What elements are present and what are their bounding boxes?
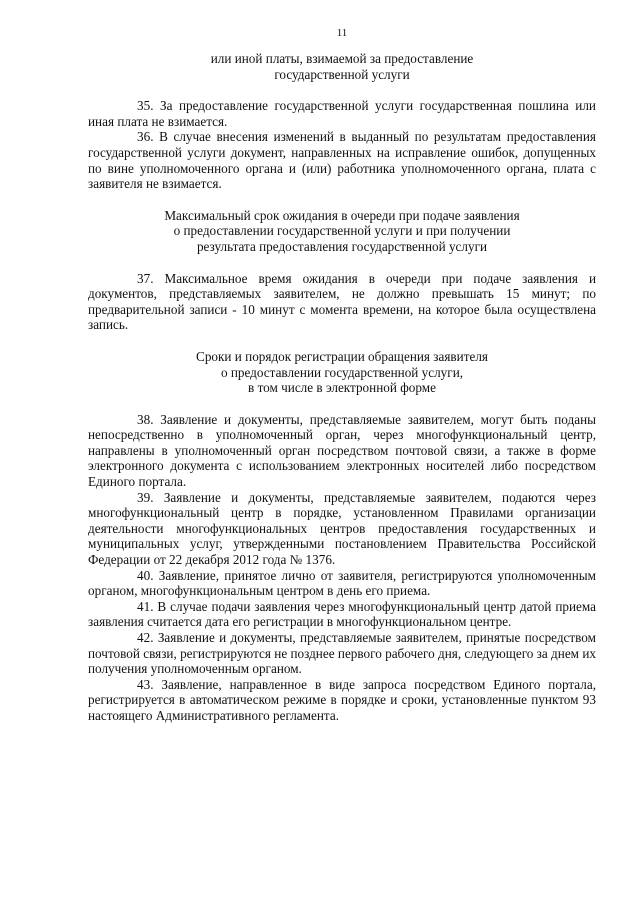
page-number: 11 xyxy=(336,27,348,39)
paragraph-43: 43. Заявление, направленное в виде запроса посредством Единого портала, регистрируется в автоматическом режиме в порядке и сроки, установленные пунктом 93 настоящего Административного регламента. xyxy=(88,676,596,723)
heading-line: о предоставлении государственной услуги, xyxy=(220,364,464,380)
heading-line: Сроки и порядок регистрации обращения заявителя xyxy=(196,348,488,364)
heading-line: Максимальный срок ожидания в очереди при подаче заявления xyxy=(164,207,520,223)
heading-line: результата предоставления государственной услуги xyxy=(196,238,488,254)
paragraph-41: 41. В случае подачи заявления через многофункциональный центр датой приема заявления считается дата его регистрации в многофункциональном центре. xyxy=(88,598,596,630)
heading-line: государственной услуги xyxy=(274,66,410,82)
paragraph-38: 38. Заявление и документы, представляемые заявителем, могут быть поданы непосредственно в уполномоченный орган, через многофункциональный центр, направлены в уполномоченный орган посредством почтовой связи, а также в форме электронного документа с использованием электронных носителей либо посредством Единого портала. xyxy=(88,411,596,490)
paragraph-40: 40. Заявление, принятое лично от заявителя, регистрируются уполномоченным органом, многофункциональным центром в день его приема. xyxy=(88,567,596,599)
paragraph-37: 37. Максимальное время ожидания в очереди при подаче заявления и документов, представляемых заявителем, не должно превышать 15 минут; по предварительной записи - 10 минут с момента времени, на которое была осуществлена запись. xyxy=(88,270,596,333)
paragraph-42: 42. Заявление и документы, представляемые заявителем, принятые посредством почтовой связи, регистрируются не позднее первого рабочего дня, следующего за днем их получения уполномоченным органом. xyxy=(88,630,596,677)
heading-line: или иной платы, взимаемой за предоставление xyxy=(210,51,474,66)
heading-line: о предоставлении государственной услуги и при получении xyxy=(173,223,511,239)
paragraph-35: 35. За предоставление государственной услуги государственная пошлина или иная плата не взимается. xyxy=(88,98,596,129)
heading-line: в том числе в электронной форме xyxy=(248,380,436,396)
paragraph-39: 39. Заявление и документы, представляемые заявителем, подаются через многофункциональный центр в порядке, установленном Правилами организации деятельности многофункциональных центров предоставления государственных и муниципальных услуг, утвержденными постановлением Правительства Российской Федерации от 22 декабря 2012 года № 1376. xyxy=(88,489,596,568)
heading-waiting xyxy=(88,208,596,255)
heading-payment xyxy=(88,51,596,82)
heading-registration xyxy=(88,349,596,396)
paragraph-36: 36. В случае внесения изменений в выданный по результатам предоставления государственной услуги документ, направленных на исправление ошибок, допущенных по вине уполномоченного органа и (или) работника уполномоченного органа, плата с заявителя не взимается. xyxy=(88,129,596,192)
